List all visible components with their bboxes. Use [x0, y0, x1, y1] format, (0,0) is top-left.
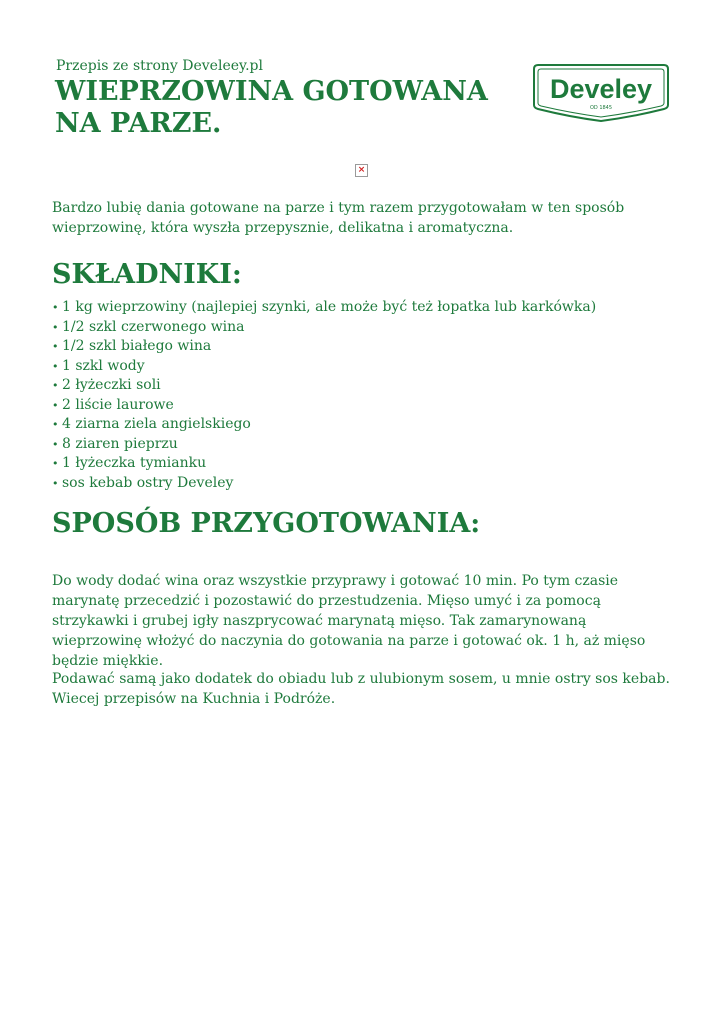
ingredient-item	[52, 435, 596, 455]
ingredients-list	[52, 298, 596, 493]
ingredient-text: 4 ziarna ziela angielskiego	[62, 416, 251, 432]
serving-text: Podawać samą jako dodatek do obiadu lub z ulubionym sosem, u mnie ostry sos kebab. Wiecej przepisów na Kuchnia i Podróże.	[52, 671, 670, 707]
bullet-icon: •	[52, 476, 59, 490]
ingredient-item	[52, 357, 596, 377]
ingredient-text: 2 liście laurowe	[62, 396, 174, 413]
ingredient-text: 1/2 szkl czerwonego wina	[62, 318, 245, 335]
broken-image-icon: ×	[355, 164, 368, 177]
ingredients-heading: SKŁADNIKI:	[52, 259, 242, 290]
ingredient-item	[52, 415, 596, 435]
bullet-icon: •	[52, 418, 59, 431]
bullet-icon: •	[52, 398, 59, 412]
bullet-icon: •	[52, 340, 59, 353]
ingredient-text: 1 łyżeczka tymianku	[62, 455, 207, 471]
method-text: Do wody dodać wina oraz wszystkie przyprawy i gotować 10 min. Po tym czasie marynatę przecedzić i pozostawić do przestudzenia. Mięso umyć i za pomocą strzykawki i grubej igły naszprycować marynatą mięso. Tak zamarynowaną wieprzowinę włożyć do naczynia do gotowania na parze i gotować ok. 1 h, aż mięso będzie miękkie.	[52, 573, 646, 669]
bullet-icon: •	[52, 320, 59, 334]
ingredient-text: 1 kg wieprzowiny (najlepiej szynki, ale może być też łopatka lub karkówka)	[62, 299, 597, 315]
recipe-source: Przepis ze strony Develeey.pl	[56, 58, 263, 74]
ingredient-item	[52, 396, 596, 416]
method-heading: SPOSÓB PRZYGOTOWANIA:	[52, 508, 481, 539]
bullet-icon: •	[52, 437, 59, 451]
ingredient-item	[52, 318, 596, 338]
bullet-icon: •	[52, 301, 59, 314]
logo-wordmark: Develey	[549, 74, 653, 104]
ingredient-text: 2 łyżeczki soli	[62, 377, 161, 393]
ingredient-item	[52, 337, 596, 357]
ingredient-text: 8 ziaren pieprzu	[62, 435, 178, 452]
ingredient-item	[52, 376, 596, 396]
ingredient-text: 1 szkl wody	[62, 357, 145, 374]
bullet-icon: •	[52, 457, 59, 470]
bullet-icon: •	[52, 359, 59, 373]
ingredient-item	[52, 474, 596, 494]
recipe-intro: Bardzo lubię dania gotowane na parze i tym razem przygotowałam w ten sposób wieprzowinę, która wyszła przepysznie, delikatna i aromatyczna.	[52, 200, 625, 236]
bullet-icon: •	[52, 379, 59, 392]
ingredient-text: sos kebab ostry Develey	[62, 474, 234, 491]
ingredient-item	[52, 454, 596, 474]
develey-logo	[532, 59, 670, 123]
ingredient-item	[52, 298, 596, 318]
recipe-title: WIEPRZOWINA GOTOWANA NA PARZE.	[55, 76, 488, 139]
logo-tagline: OD 1845	[589, 105, 613, 111]
ingredient-text: 1/2 szkl białego wina	[62, 338, 212, 354]
